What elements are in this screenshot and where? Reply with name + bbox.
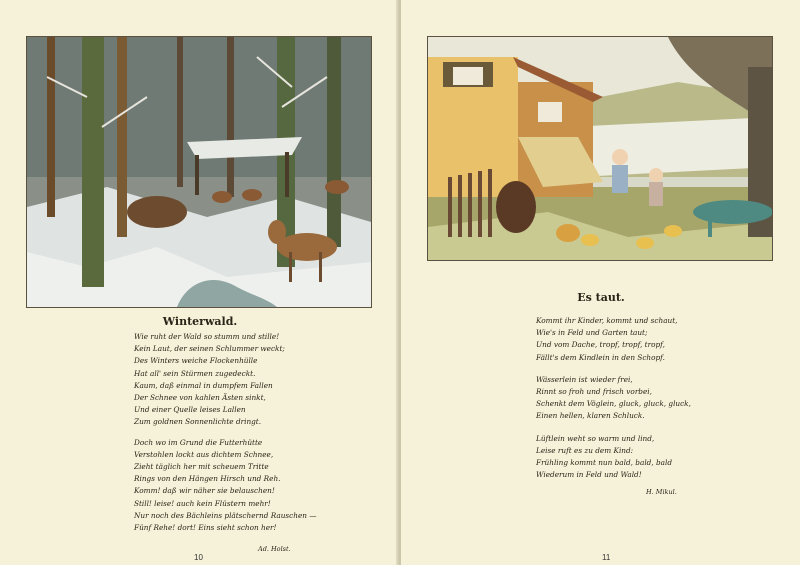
page-number: 10: [194, 553, 203, 562]
poem-line: Schenkt dem Vöglein, gluck, gluck, gluck,: [536, 399, 691, 409]
poem-line: Rinnt so froh und frisch vorbei,: [536, 387, 652, 397]
stanza: [536, 433, 691, 482]
poem-line: Und vom Dache, tropf, tropf, tropf,: [536, 340, 665, 350]
poem-line: Leise ruft es zu dem Kind:: [536, 445, 634, 455]
poem-title: Winterwald.: [162, 315, 238, 328]
poem-line: Still! leise! auch kein Flüstern mehr!: [134, 498, 271, 508]
poem-line: Wässerlein ist wieder frei,: [536, 374, 633, 384]
poem-line: Nur noch des Bächleins plätschernd Rauschen —: [134, 510, 317, 520]
poem-line: Fällt's dem Kindlein in den Schopf.: [536, 352, 665, 362]
poem-author: H. Mikul.: [646, 488, 677, 496]
right-page: [401, 0, 800, 565]
poem-line: Hat all' sein Stürmen zugedeckt.: [134, 368, 256, 378]
poem-line: Der Schnee von kahlen Ästen sinkt,: [134, 393, 266, 403]
poem-line: Zum goldnen Sonnenlichte dringt.: [134, 417, 262, 427]
poem-line: Des Winters weiche Flockenhülle: [134, 356, 258, 366]
poem-line: Verstohlen lockt aus dichtem Schnee,: [134, 449, 274, 459]
poem-line: Frühling kommt nun bald, bald, bald: [536, 458, 672, 468]
thaw-farmyard-illustration: [427, 36, 773, 261]
poem-line: Rings von den Hängen Hirsch und Reh.: [134, 474, 281, 484]
winter-forest-illustration: [26, 36, 372, 308]
stanza: [536, 315, 691, 364]
poem-text: [536, 315, 691, 489]
poem-line: Einen hellen, klaren Schluck.: [536, 411, 645, 421]
poem-line: Komm! daß wir näher sie belauschen!: [134, 486, 275, 496]
poem-line: Kommt ihr Kinder, kommt und schaut,: [536, 316, 678, 325]
stanza: [134, 331, 317, 429]
stanza: [536, 374, 691, 423]
poem-line: Kein Laut, der seinen Schlummer weckt;: [134, 344, 285, 354]
left-page: [0, 0, 399, 565]
poem-line: Wie's in Feld und Garten taut;: [536, 328, 648, 338]
poem-line: Doch wo im Grund die Futterhütte: [134, 437, 263, 447]
poem-author: Ad. Holst.: [258, 545, 291, 553]
poem-title: Es taut.: [577, 291, 625, 304]
poem-text: [134, 331, 317, 542]
poem-line: Fünf Rehe! dort! Eins sieht schon her!: [134, 523, 277, 533]
poem-line: Zieht täglich her mit scheuem Tritte: [134, 462, 269, 472]
page-number: 11: [602, 553, 611, 562]
poem-line: Lüftlein weht so warm und lind,: [536, 433, 655, 443]
poem-line: Wie ruht der Wald so stumm und stille!: [134, 332, 280, 341]
poem-line: Und einer Quelle leises Lallen: [134, 405, 246, 415]
poem-line: Wiederum in Feld und Wald!: [536, 470, 642, 480]
poem-line: Kaum, daß einmal in dumpfem Fallen: [134, 380, 273, 390]
stanza: [134, 437, 317, 535]
